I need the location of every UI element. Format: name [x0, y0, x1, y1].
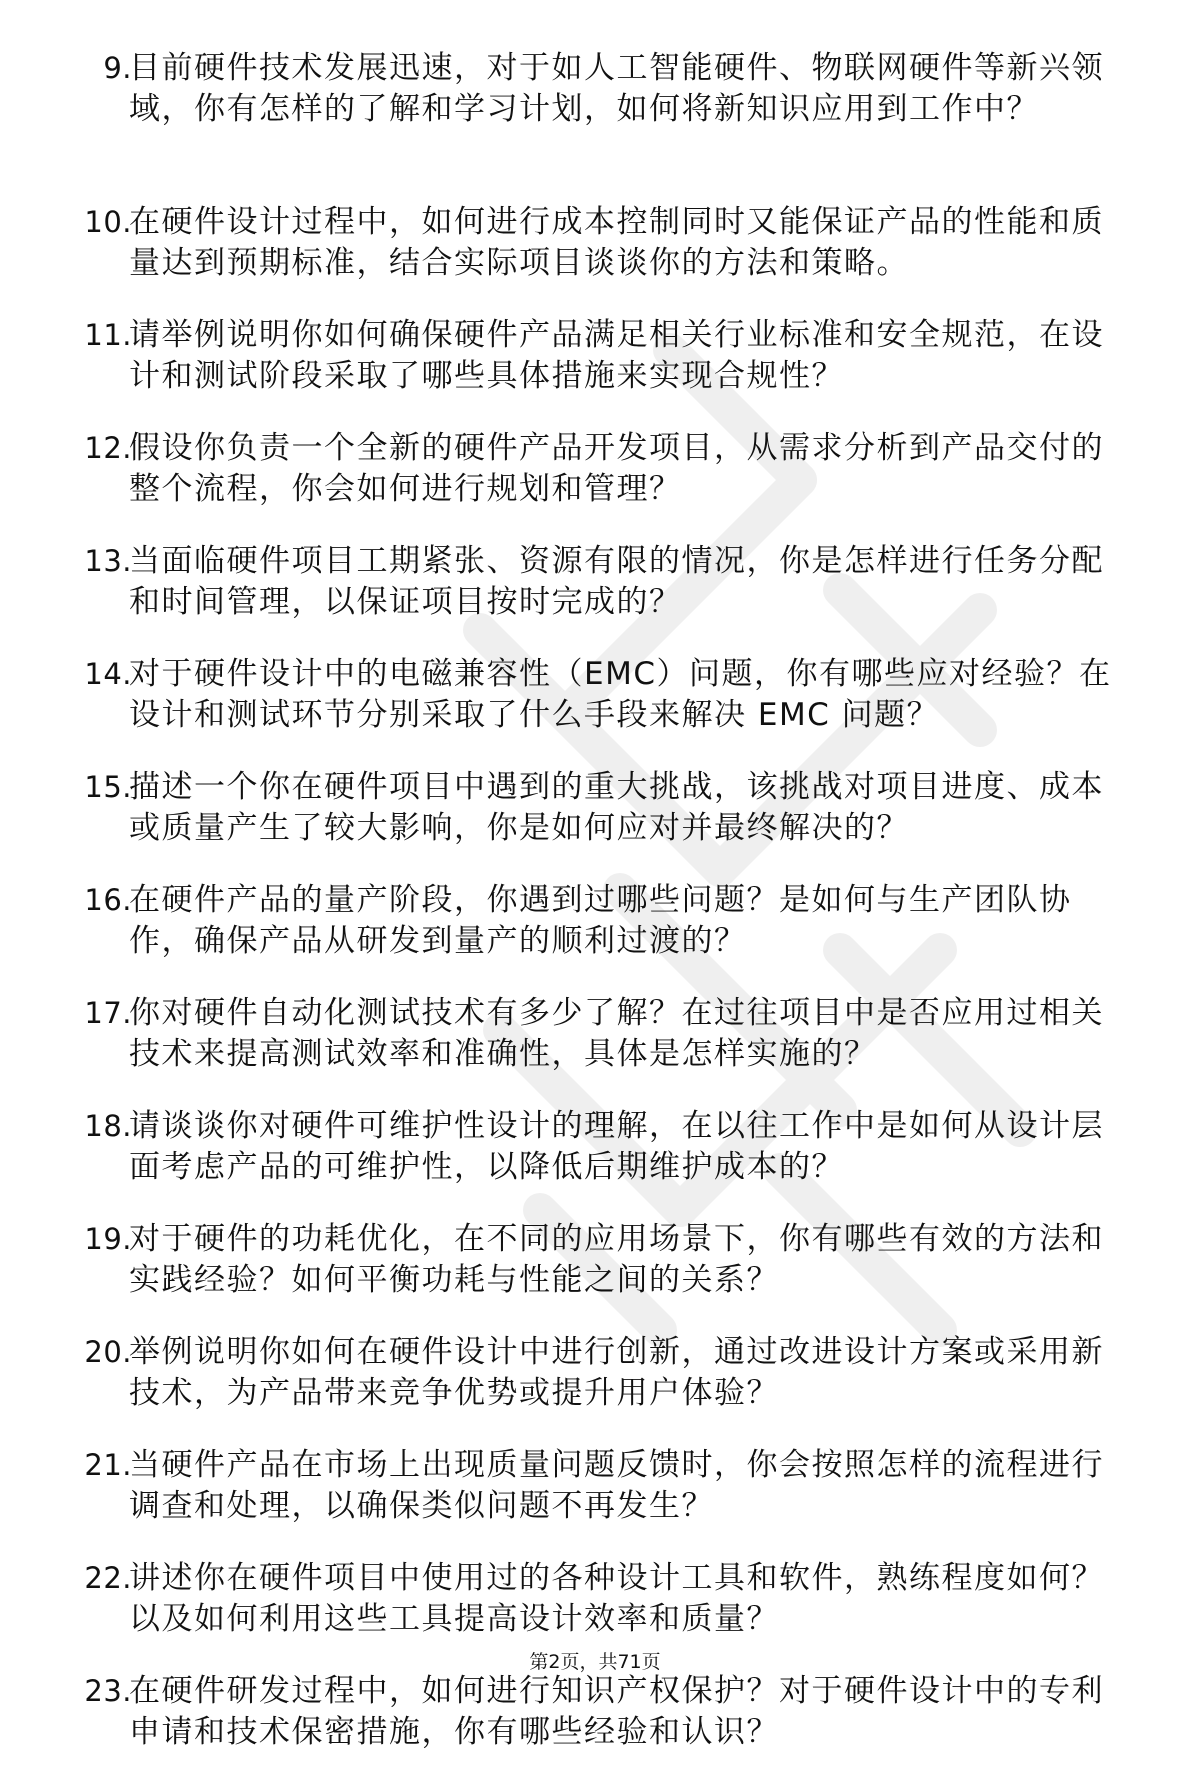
list-item — [0, 1445, 1190, 1546]
question-number: 23. — [84, 1674, 132, 1708]
question-number: 14. — [84, 657, 132, 691]
question-number: 11. — [84, 318, 132, 352]
question-text: 请谈谈你对硬件可维护性设计的理解，在以往工作中是如何从设计层面考虑产品的可维护性，以降低后期维护成本的？ — [129, 1108, 1104, 1185]
list-item — [0, 880, 1190, 981]
question-text: 在硬件研发过程中，如何进行知识产权保护？对于硬件设计中的专利申请和技术保密措施，你有哪些经验和认识？ — [129, 1673, 1104, 1750]
question-text: 当面临硬件项目工期紧张、资源有限的情况，你是怎样进行任务分配和时间管理，以保证项目按时完成的？ — [129, 543, 1104, 620]
question-number: 18. — [84, 1109, 132, 1143]
question-text: 目前硬件技术发展迅速，对于如人工智能硬件、物联网硬件等新兴领域，你有怎样的了解和学习计划，如何将新知识应用到工作中？ — [129, 50, 1104, 127]
question-text: 描述一个你在硬件项目中遇到的重大挑战，该挑战对项目进度、成本或质量产生了较大影响，你是如何应对并最终解决的？ — [129, 769, 1104, 846]
list-item — [0, 315, 1190, 416]
page-number-footer: 第2页，共71页 — [529, 1651, 661, 1673]
question-text: 当硬件产品在市场上出现质量问题反馈时，你会按照怎样的流程进行调查和处理，以确保类似问题不再发生？ — [129, 1447, 1104, 1524]
question-text: 你对硬件自动化测试技术有多少了解？在过往项目中是否应用过相关技术来提高测试效率和准确性，具体是怎样实施的？ — [129, 995, 1104, 1072]
question-number: 16. — [84, 883, 132, 917]
list-item — [0, 1106, 1190, 1207]
question-list — [0, 48, 1190, 1784]
question-text: 在硬件设计过程中，如何进行成本控制同时又能保证产品的性能和质量达到预期标准，结合实际项目谈谈你的方法和策略。 — [129, 204, 1104, 281]
question-number: 22. — [84, 1561, 132, 1595]
question-number: 19. — [84, 1222, 132, 1256]
list-item — [0, 767, 1190, 868]
question-text: 对于硬件设计中的电磁兼容性（EMC）问题，你有哪些应对经验？在设计和测试环节分别采取了什么手段来解决 EMC 问题？ — [129, 656, 1112, 733]
list-item — [0, 428, 1190, 529]
question-text: 在硬件产品的量产阶段，你遇到过哪些问题？是如何与生产团队协作，确保产品从研发到量产的顺利过渡的？ — [129, 882, 1072, 959]
question-text: 讲述你在硬件项目中使用过的各种设计工具和软件，熟练程度如何？以及如何利用这些工具提高设计效率和质量？ — [129, 1560, 1104, 1637]
question-text: 对于硬件的功耗优化，在不同的应用场景下，你有哪些有效的方法和实践经验？如何平衡功耗与性能之间的关系？ — [129, 1221, 1104, 1298]
list-item — [0, 541, 1190, 642]
list-item — [0, 993, 1190, 1094]
question-text: 请举例说明你如何确保硬件产品满足相关行业标准和安全规范，在设计和测试阶段采取了哪些具体措施来实现合规性？ — [129, 317, 1104, 394]
question-number: 21. — [84, 1448, 132, 1482]
question-number: 13. — [84, 544, 132, 578]
question-number: 17. — [84, 996, 132, 1030]
list-item — [0, 1671, 1190, 1772]
question-number: 12. — [84, 431, 132, 465]
list-item — [0, 654, 1190, 755]
question-number: 10. — [84, 205, 132, 239]
question-text: 举例说明你如何在硬件设计中进行创新，通过改进设计方案或采用新技术，为产品带来竞争优势或提升用户体验？ — [129, 1334, 1104, 1411]
question-text: 假设你负责一个全新的硬件产品开发项目，从需求分析到产品交付的整个流程，你会如何进行规划和管理？ — [129, 430, 1104, 507]
question-number: 9. — [103, 51, 132, 85]
question-number: 20. — [84, 1335, 132, 1369]
question-number: 15. — [84, 770, 132, 804]
list-item — [0, 1558, 1190, 1659]
list-item — [0, 1332, 1190, 1433]
list-item — [0, 1219, 1190, 1320]
list-item — [0, 48, 1190, 190]
list-item — [0, 202, 1190, 303]
